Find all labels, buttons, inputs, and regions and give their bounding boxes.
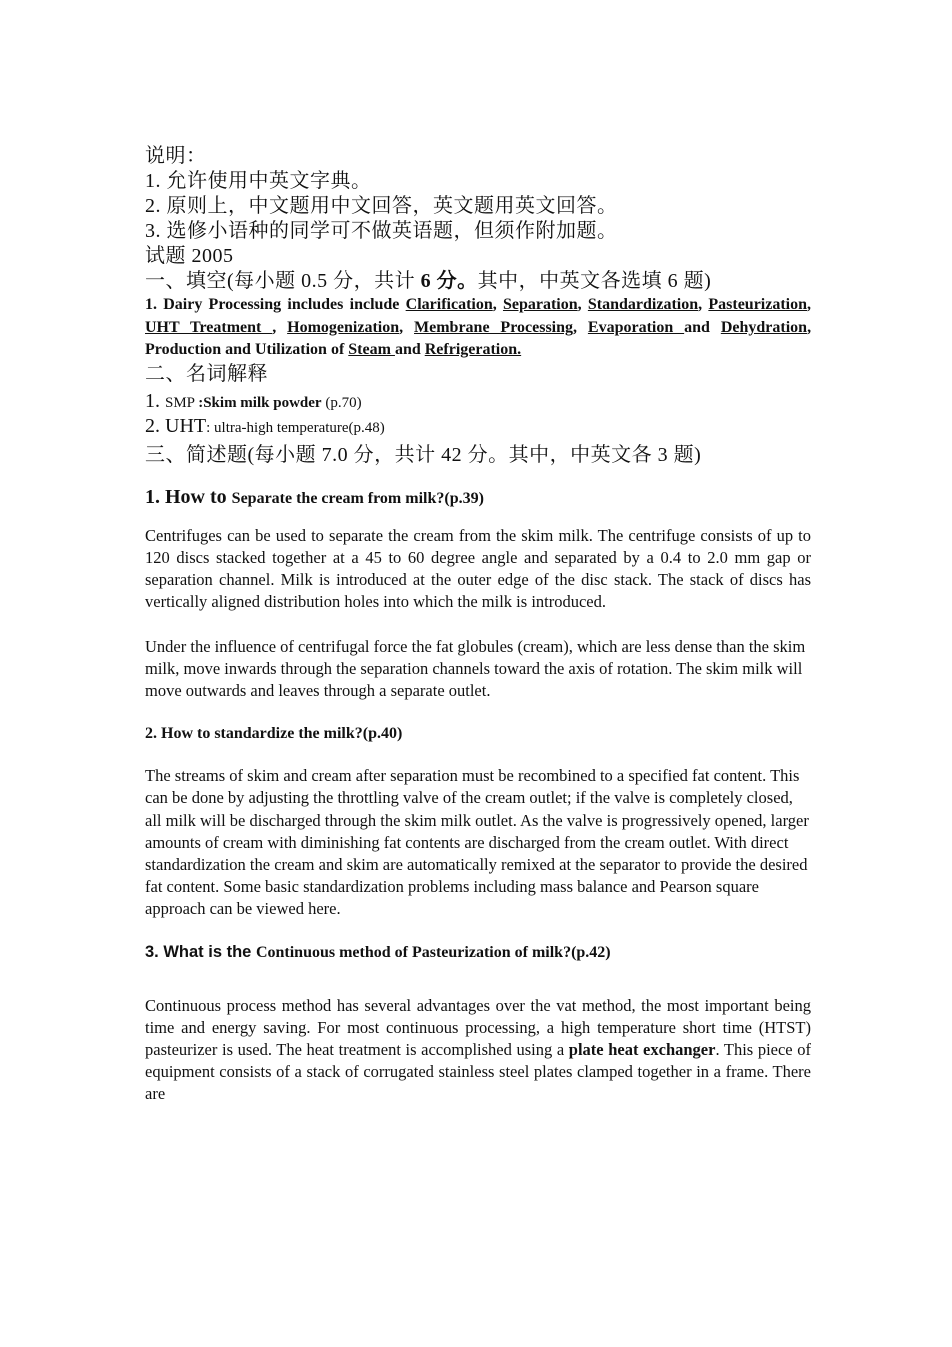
notes-heading: 说明： (145, 145, 207, 167)
term-definition: :Skim milk powder (198, 394, 322, 411)
question-1-paragraph-1: Centrifuges can be used to separate the cream from the skim milk. The centrifuge consists of up to 120 discs stacked together at a 45 to 60 degree angle and separated by a 0.4 to 2.0 mm gap or separation channel. Milk is introduced at the outer edge of the disc stack. The stack of discs has vertically aligned distribution holes into which the milk is introduced. (145, 525, 811, 612)
term-number: 1. (145, 389, 165, 412)
question-3-title (145, 943, 811, 962)
question-3-paragraph-1 (145, 995, 811, 1106)
answer-steam: Steam (348, 341, 395, 359)
note-item-3: 3. 选修小语种的同学可不做英语题，但须作附加题。 (145, 220, 618, 242)
answer-dehydration: Dehydration (720, 318, 808, 336)
question-3-bold-term: plate heat exchanger (568, 1040, 716, 1060)
question-1-lead: 1. How to (145, 485, 232, 508)
section3-heading: 三、简述题(每小题 7.0 分，共计 42 分。其中，中英文各 3 题) (145, 443, 702, 466)
section1-heading (145, 269, 811, 294)
fill-text: , (492, 296, 503, 313)
fill-text: , Production and Utilization of (145, 318, 812, 359)
exam-title: 试题 2005 (145, 245, 234, 267)
term-uht (145, 415, 811, 440)
question-3-text: Continuous method of Pasteurization of milk?(p.42) (255, 943, 611, 961)
answer-standardization: Standardization (587, 296, 699, 313)
answer-refrigeration: Refrigeration. (424, 341, 522, 359)
fill-question-1 (145, 294, 811, 362)
fill-text: and (684, 318, 721, 336)
answer-pasteurization: Pasteurization (708, 296, 808, 313)
answer-uht-treatment: UHT Treatment (145, 318, 273, 336)
fill-text: 1. Dairy Processing includes include (145, 296, 406, 313)
fill-text: , (698, 296, 709, 313)
note-item-2: 2. 原则上，中文题用中文回答，英文题用英文回答。 (145, 195, 618, 217)
term-abbr: SMP (165, 394, 199, 411)
document-page (145, 144, 811, 1106)
term-reference: : ultra-high temperature(p.48) (206, 419, 385, 436)
term-reference: (p.70) (321, 394, 362, 411)
section1-heading-bold: 6 分。 (420, 270, 478, 292)
answer-evaporation: Evaporation (587, 318, 685, 336)
fill-text: , (399, 318, 415, 336)
answer-separation: Separation (502, 296, 578, 313)
term-number: 2. (145, 414, 165, 437)
note-item-1: 1. 允许使用中英文字典。 (145, 170, 372, 192)
fill-text: , (577, 296, 588, 313)
fill-text: and (394, 341, 425, 359)
answer-homogenization: Homogenization (287, 318, 400, 336)
section1-heading-pre: 一、填空(每小题 0.5 分，共计 (145, 270, 421, 292)
question-2-title: 2. How to standardize the milk?(p.40) (145, 725, 403, 743)
question-3-text-b: . This piece of equipment consists of a stack of corrugated stainless steel plates clamped together in a frame. There are (145, 1040, 811, 1104)
question-1-title (145, 486, 811, 509)
answer-clarification: Clarification (405, 296, 493, 313)
question-3-text-a: Continuous process method has several advantages over the vat method, the most important being time and energy saving. For most continuous processing, a high temperature short time (HTST) pasteurizer is used. The heat treatment is accomplished using a (145, 995, 811, 1060)
question-1-paragraph-2: Under the influence of centrifugal force the fat globules (cream), which are less dense than the skim milk, move inwards through the separation channels toward the axis of rotation. The skim milk will move outwards and leaves through a separate outlet. (145, 636, 806, 700)
question-1-text: Separate the cream from milk?(p.39) (231, 489, 484, 507)
section2-heading: 二、名词解释 (145, 362, 268, 385)
fill-text: , (573, 318, 588, 336)
section1-heading-post: 其中，中英文各选填 6 题) (477, 270, 712, 292)
fill-text: , (272, 318, 288, 336)
term-smp (145, 390, 811, 415)
question-2-paragraph-1: The streams of skim and cream after separation must be recombined to a specified fat content. This can be done by adjusting the throttling valve of the cream outlet; if the valve is completely closed, all milk will be discharged through the skim milk outlet. As the valve is progressively opened, larger amounts of cream with diminishing fat contents are discharged from the cream outlet. With direct standardization the cream and skim are automatically remixed at the separator to provide the desired fat content. Some basic standardization problems including mass balance and Pearson square approach can be viewed here. (145, 766, 809, 919)
answer-membrane-processing: Membrane Processing (414, 318, 574, 336)
term-abbr: UHT (165, 414, 207, 437)
fill-text: , (807, 296, 812, 313)
question-3-lead: 3. What is the (145, 942, 256, 961)
